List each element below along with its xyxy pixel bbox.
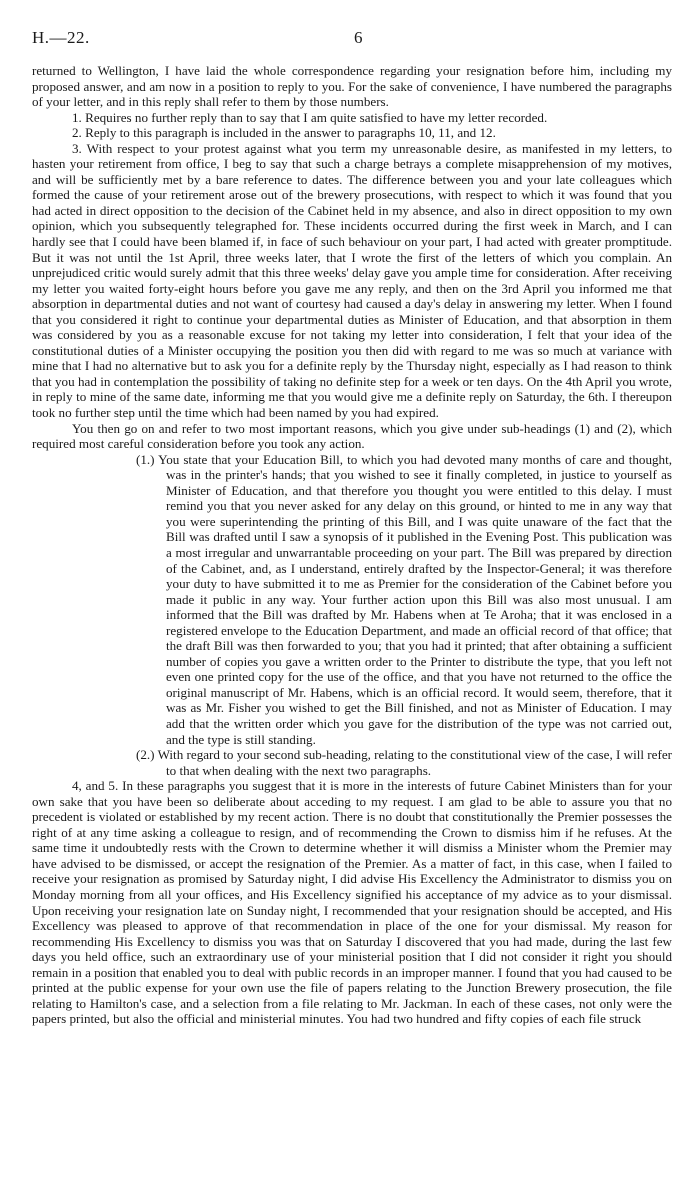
- letter-body: [32, 63, 672, 1027]
- paragraph-reply-2: 2. Reply to this paragraph is included in the answer to paragraphs 10, 11, and 12.: [72, 125, 496, 141]
- paragraph-reply-4-5: 4, and 5. In these paragraphs you suggest that it is more in the interests of future Cabinet Ministers than for your own sake that you have been so deliberate about acceding to my request. I am glad to be able to assure you that no precedent is violated or established by my recent action. There is no doubt that constitutionally the Premier possesses the right of at any time asking a colleague to resign, and of recommending the Crown to dismiss him if he refuses. At the same time it undoubtedly rests with the Crown to determine whether it will dismiss a Minister whom the Premier may have advised to be dismissed, or accept the resignation of the Premier. As a matter of fact, in this case, when I failed to receive your resignation as promised by Saturday night, I did advise His Excellency the Administrator to dismiss you on Monday morning from all your offices, and His Excellency signified his acceptance of my advice as to your dismissal. Upon receiving your resignation late on Sunday night, I recommended that your resignation should be accepted, and His Excellency was pleased to approve of that recommendation in place of the one for your dismissal. My reason for recommending His Excellency to dismiss you was that on Saturday I discovered that you had made, during the last few days you held office, such an extraordinary use of your ministerial position that I did not consider it right you should remain in a position that enabled you to deal with public records in an improper manner. I found that you had caused to be printed at the public expense for your own use the file of papers relating to the Junction Brewery prosecution, the file relating to Hamilton's case, and a selection from a file relating to Mr. Jackman. In each of these cases, not only were the papers printed, but also the official and ministerial minutes. You had two hundred and fifty copies of each file struck: [32, 778, 672, 1027]
- paragraph-reasons: You then go on and refer to two most important reasons, which you give under sub-headings (1) and (2), which required most careful consideration before you took any action.: [32, 420, 672, 452]
- paragraph-reply-3: 3. With respect to your protest against what you term my unreasonable desire, as manifested in my letters, to hasten your retirement from office, I beg to say that such a charge betrays a complete misapprehension of my motives, and will be sufficiently met by a bare reference to dates. The difference between you and your late colleagues which formed the cause of your retirement arose out of the brewery prosecutions, with respect to which it was found that you had acted in direct opposition to the decision of the Cabinet held in my absence, and also in direct opposition to my own opinion, which you subsequently telegraphed for. These incidents occurred during the first week in March, and I can hardly see that I could have been blamed if, in face of such behaviour on your part, I had acted with greater promptitude. But it was not until the 1st April, three weeks later, that I wrote the first of the letters of which you complain. An unprejudiced critic would surely admit that this three weeks' delay gave you ample time for consideration. After receiving my letter you waited forty-eight hours before you gave me any reply, and then on the 3rd April you informed me that absorption in departmental duties and not want of courtesy had caused a day's delay in answering my letter. When I found that you considered it right to continue your departmental duties as Minister of Education, and that absorption in them was considered by you as a reasonable excuse for not taking my letter into consideration, I felt that your idea of the constitutional duties of a Minister occupying the position you then did with regard to me was so much at variance with mine that I had no alternative but to ask you for a definite reply by the Thursday night, especially as I had reason to think that you had in contemplation the possibility of taking no definite step for a week or ten days. On the 4th April you wrote, in reply to mine of the same date, informing me that you would give me a definite reply on Saturday, the 6th. I thereupon took no further step until the time which had been named by you had expired.: [32, 140, 672, 421]
- page-number: 6: [354, 28, 363, 47]
- paragraph-intro: returned to Wellington, I have laid the whole correspondence regarding your resignation before him, including my proposed answer, and am now in a position to reply to you. For the sake of convenience, I have numbered the paragraphs of your letter, and in this reply shall refer to them by those numbers.: [32, 63, 672, 110]
- page-header: [32, 28, 672, 50]
- subheading-2: (2.) With regard to your second sub-heading, relating to the constitutional view of the case, I will refer to that when dealing with the next two paragraphs.: [136, 747, 672, 778]
- paragraph-reply-1: 1. Requires no further reply than to say that I am quite satisfied to have my letter recorded.: [72, 109, 548, 125]
- document-reference: H.—22.: [32, 28, 90, 47]
- subheading-1: (1.) You state that your Education Bill, to which you had devoted many months of care and thought, was in the printer's hands; that you wished to see it finally completed, in justice to yourself as Minister of Education, and that therefore you thought you were entitled to this delay. I must remind you that you never asked for any delay on this ground, or hinted to me in any way that you were superintending the printing of this Bill, and I was quite unaware of the fact that the Bill was drafted until I saw a synopsis of it published in the Evening Post. This publication was a most irregular and unwarrantable proceeding on your part. The Bill was prepared by direction of the Cabinet, and, as I understand, entirely drafted by the Inspector-General; it was therefore your duty to have submitted it to me as Premier for the consideration of the Cabinet before you made it public in any way. Your further action upon this Bill was also most unusual. I am informed that the Bill was drafted by Mr. Habens when at Te Aroha; that it was enclosed in a registered envelope to the Education Department, and made an official record of that office; that the draft Bill was then forwarded to you; that you had it printed; that after obtaining a sufficient number of copies you gave a written order to the Printer to distribute the type, that you left not even one printed copy for the use of the office, and that you have not returned to the office the original manuscript of Mr. Habens, which is an official record. It would seem, therefore, that it was as Mr. Fisher you wished to get the Bill finished, and not as Minister of Education. I may add that the written order which you gave for the distribution of the type was not carried out, and the type is still standing.: [136, 451, 672, 747]
